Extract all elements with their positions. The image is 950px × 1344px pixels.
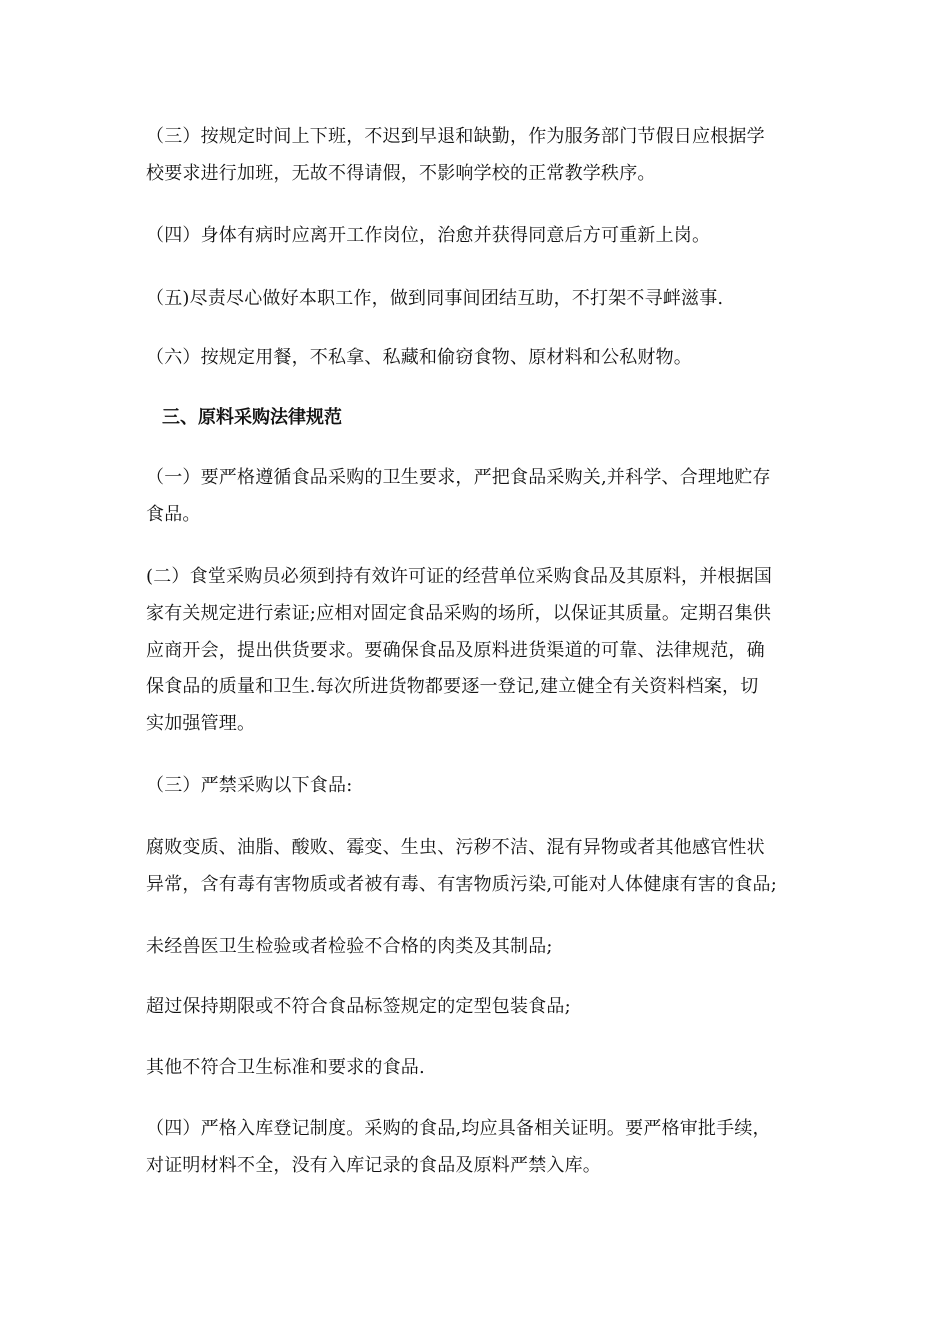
purchase-rule-4-line-2: 对证明材料不全，没有入库记录的食品及原料严禁入库。 bbox=[146, 1155, 601, 1176]
paragraph-illness: （四）身体有病时应离开工作岗位，治愈并获得同意后方可重新上岗。 bbox=[146, 225, 711, 246]
banned-item-4: 其他不符合卫生标准和要求的食品. bbox=[146, 1057, 425, 1078]
purchase-rule-2-line-1: (二）食堂采购员必须到持有效许可证的经营单位采购食品及其原料，并根据国 bbox=[146, 566, 773, 587]
purchase-rule-2-line-3: 应商开会，提出供货要求。要确保食品及原料进货渠道的可靠、法律规范，确 bbox=[146, 640, 765, 661]
paragraph-work-hours-line-2: 校要求进行加班，无故不得请假，不影响学校的正常教学秩序。 bbox=[146, 163, 656, 184]
paragraph-duty: （五)尽责尽心做好本职工作，做到同事间团结互助，不打架不寻衅滋事. bbox=[146, 288, 724, 309]
paragraph-work-hours-line-1: （三）按规定时间上下班，不迟到早退和缺勤，作为服务部门节假日应根据学 bbox=[146, 126, 765, 147]
purchase-rule-1-line-1: （一）要严格遵循食品采购的卫生要求，严把食品采购关,并科学、合理地贮存 bbox=[146, 467, 771, 488]
purchase-rule-3: （三）严禁采购以下食品: bbox=[146, 775, 353, 796]
banned-item-1-line-2: 异常，含有毒有害物质或者被有毒、有害物质污染,可能对人体健康有害的食品; bbox=[146, 874, 777, 895]
banned-item-3: 超过保持期限或不符合食品标签规定的定型包装食品; bbox=[146, 996, 571, 1017]
purchase-rule-2-line-2: 家有关规定进行索证;应相对固定食品采购的场所，以保证其质量。定期召集供 bbox=[146, 603, 772, 624]
purchase-rule-2-line-5: 实加强管理。 bbox=[146, 713, 256, 734]
section-heading: 三、原料采购法律规范 bbox=[162, 407, 342, 428]
banned-item-2: 未经兽医卫生检验或者检验不合格的肉类及其制品; bbox=[146, 936, 553, 957]
banned-item-1-line-1: 腐败变质、油脂、酸败、霉变、生虫、污秽不洁、混有异物或者其他感官性状 bbox=[146, 837, 765, 858]
purchase-rule-2-line-4: 保食品的质量和卫生.每次所进货物都要逐一登记,建立健全有关资料档案，切 bbox=[146, 676, 759, 697]
purchase-rule-1-line-2: 食品。 bbox=[146, 504, 201, 525]
purchase-rule-4-line-1: （四）严格入库登记制度。采购的食品,均应具备相关证明。要严格审批手续， bbox=[146, 1118, 771, 1139]
paragraph-meals: （六）按规定用餐，不私拿、私藏和偷窃食物、原材料和公私财物。 bbox=[146, 347, 692, 368]
